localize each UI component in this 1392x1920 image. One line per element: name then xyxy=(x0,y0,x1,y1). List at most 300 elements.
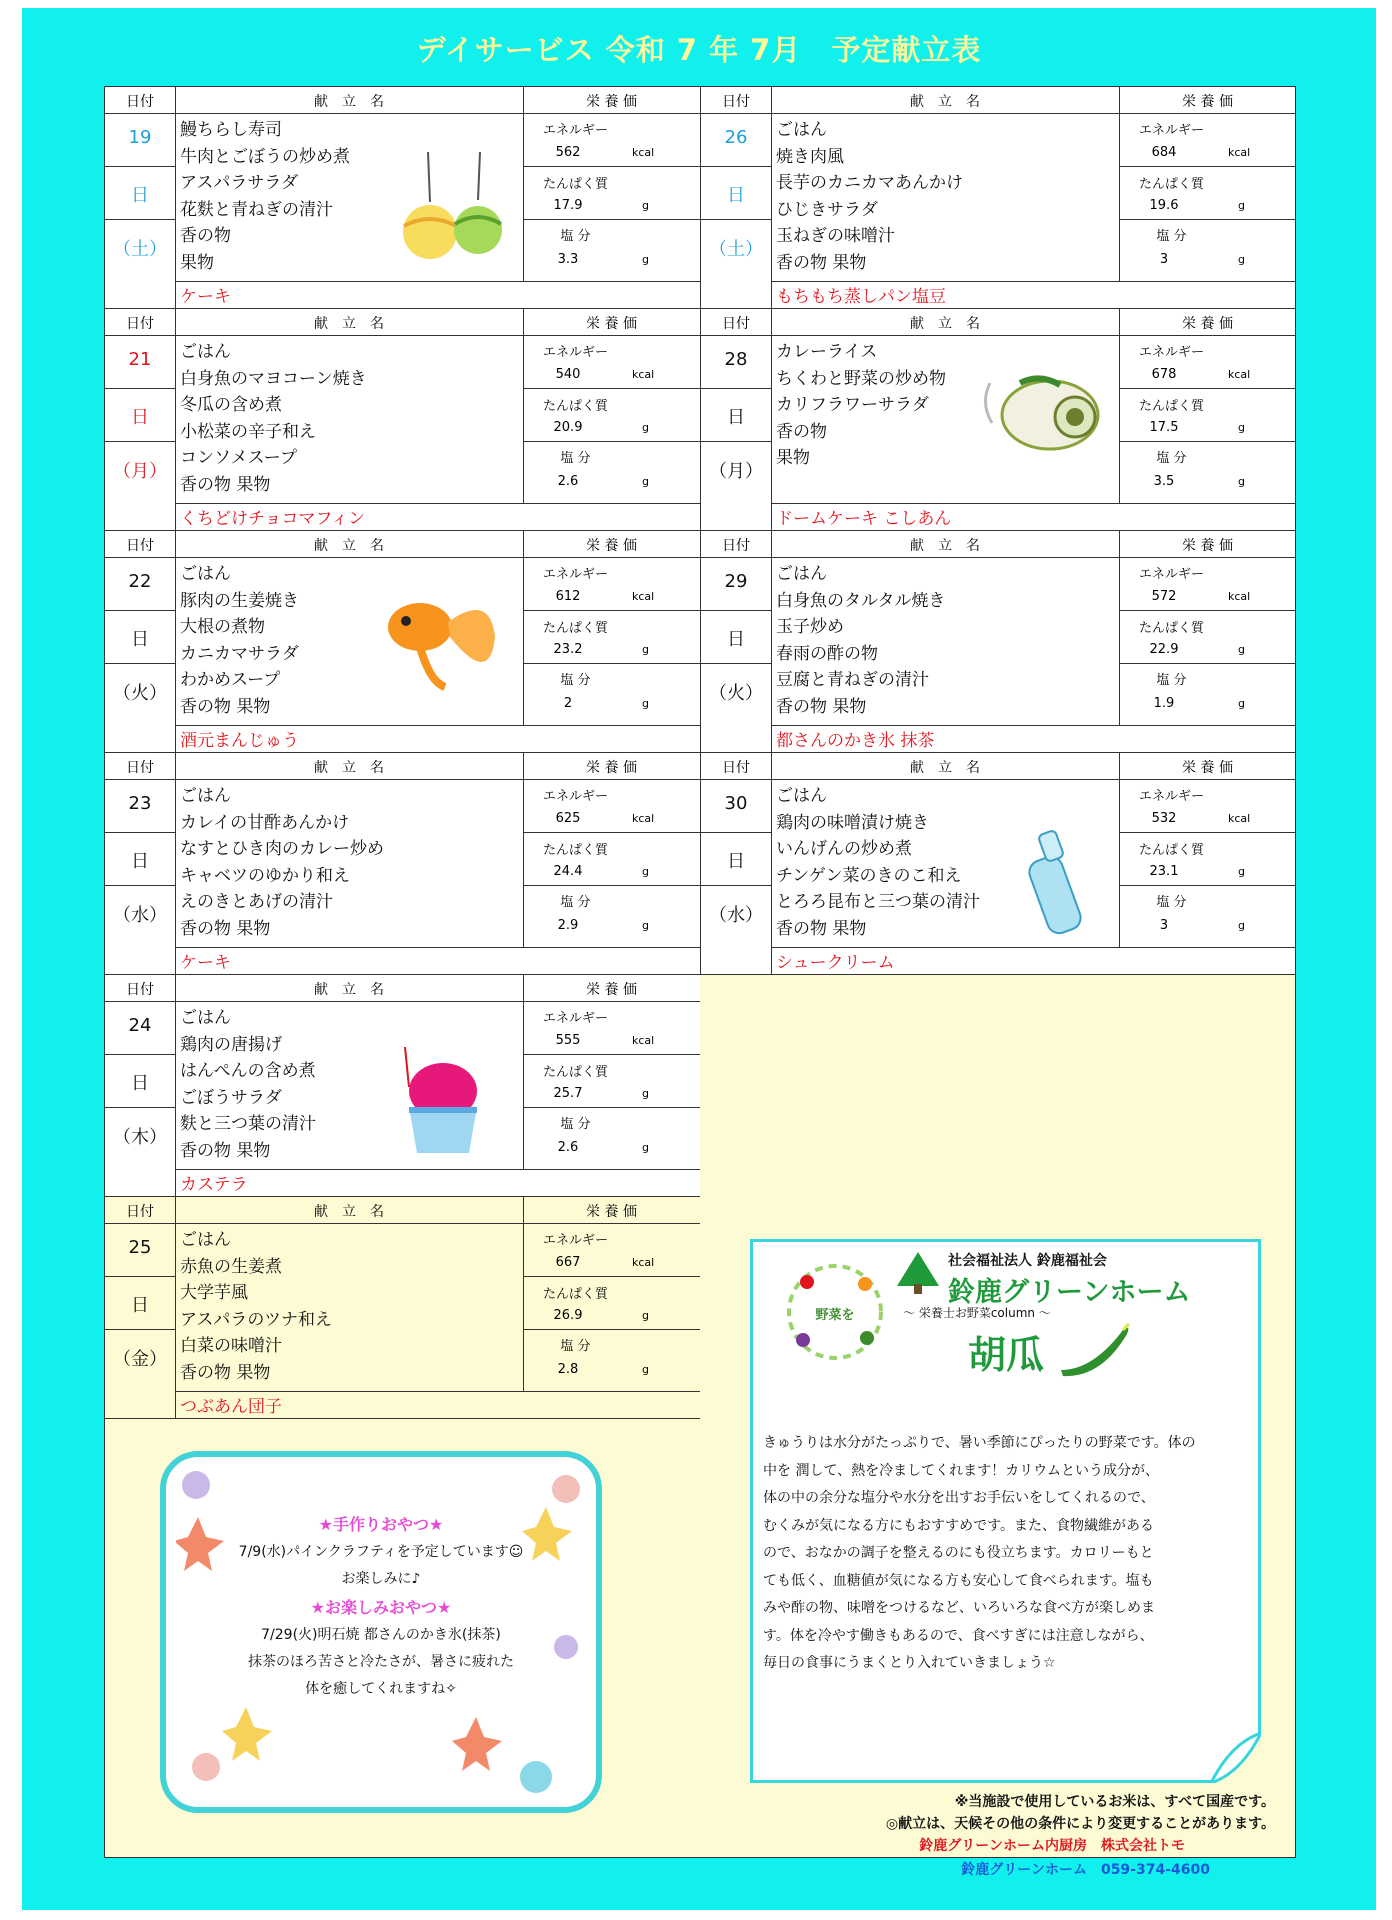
date-header: 日付 xyxy=(126,538,154,554)
energy-label: エネルギー xyxy=(542,1233,608,1248)
divider xyxy=(175,1169,700,1170)
vegetable-project-logo-icon xyxy=(785,1262,885,1362)
date-number: 19 xyxy=(128,127,152,148)
divider xyxy=(1119,388,1296,389)
page-curl-icon xyxy=(1211,1733,1261,1783)
menu-header: 献 立 名 xyxy=(314,94,384,110)
gram-unit: g xyxy=(642,421,649,434)
weekday-kanji: 日 xyxy=(131,1073,149,1094)
dish-item: 香の物 xyxy=(776,421,827,442)
divider xyxy=(105,610,175,611)
divider xyxy=(701,663,771,664)
energy-value: 667 xyxy=(555,1255,581,1270)
gram-unit: g xyxy=(1238,865,1245,878)
salt-label: 塩 分 xyxy=(1156,673,1187,688)
energy-value: 612 xyxy=(555,589,581,604)
weekday-kanji: 日 xyxy=(727,629,745,650)
day-menu-block xyxy=(700,87,1295,309)
dish-item: いんげんの炒め煮 xyxy=(776,839,912,859)
weekday-kanji: 日 xyxy=(131,1295,149,1316)
dish-item: 花麩と青ねぎの清汁 xyxy=(180,199,333,220)
column-text-line: むくみが気になる方にもおすすめです。また、食物繊維がある xyxy=(763,1517,1155,1534)
kcal-unit: kcal xyxy=(1228,368,1251,381)
dish-item: アスパラサラダ xyxy=(180,173,299,193)
dish-item: 焼き肉風 xyxy=(776,146,844,167)
divider xyxy=(523,166,700,167)
day-menu-block xyxy=(105,309,700,531)
ramune-bottle-icon xyxy=(1020,827,1090,937)
divider xyxy=(701,166,771,167)
energy-value: 562 xyxy=(555,145,581,160)
date-number: 24 xyxy=(128,1015,152,1036)
kcal-unit: kcal xyxy=(1228,590,1251,603)
divider xyxy=(105,885,175,886)
dish-item: ごはん xyxy=(180,786,231,806)
dish-item: えのきとあげの清汁 xyxy=(180,892,333,912)
date-number: 29 xyxy=(724,571,748,592)
gram-unit: g xyxy=(1238,253,1245,266)
day-menu-block xyxy=(700,531,1295,753)
weekday-kanji: 日 xyxy=(727,407,745,428)
menu-header: 献 立 名 xyxy=(910,94,980,110)
goldfish-icon xyxy=(370,587,500,697)
date-header: 日付 xyxy=(126,316,154,332)
salt-value: 2.6 xyxy=(557,1140,579,1155)
dish-item: ごはん xyxy=(180,1230,231,1250)
energy-value: 684 xyxy=(1151,145,1177,160)
salt-value: 2.6 xyxy=(557,474,579,489)
dish-item: 春雨の酢の物 xyxy=(776,643,878,664)
divider xyxy=(523,663,700,664)
energy-label: エネルギー xyxy=(542,789,608,804)
gram-unit: g xyxy=(642,865,649,878)
protein-label: たんぱく質 xyxy=(1138,843,1204,858)
weekday-label: （月） xyxy=(709,461,763,482)
kcal-unit: kcal xyxy=(1228,812,1251,825)
dessert-item: くちどけチョコマフィン xyxy=(180,509,366,529)
divider xyxy=(701,388,771,389)
divider xyxy=(523,1276,700,1277)
dish-item: 香の物 果物 xyxy=(180,1362,271,1383)
energy-label: エネルギー xyxy=(1138,345,1204,360)
gram-unit: g xyxy=(1238,697,1245,710)
date-number: 23 xyxy=(128,793,152,814)
date-header: 日付 xyxy=(722,94,750,110)
menu-header-row xyxy=(701,87,1295,114)
protein-label: たんぱく質 xyxy=(542,843,608,858)
protein-value: 26.9 xyxy=(553,1308,583,1323)
column-text-line: 体の中の余分な塩分や水分を出すお手伝いをしてくれるので、 xyxy=(763,1490,1155,1506)
dish-item: 長芋のカニカマあんかけ xyxy=(776,173,963,193)
special-snack-heading: ★お楽しみおやつ★ xyxy=(310,1598,452,1617)
dish-item: 冬瓜の含め煮 xyxy=(180,395,282,415)
gram-unit: g xyxy=(642,199,649,212)
dessert-item: シュークリーム xyxy=(776,953,895,973)
dish-item: 玉子炒め xyxy=(776,617,844,637)
menu-header: 献 立 名 xyxy=(314,1204,384,1220)
protein-label: たんぱく質 xyxy=(542,1065,608,1080)
column-subtitle: ～ 栄養士お野菜column ～ xyxy=(903,1306,1051,1320)
menu-header-row xyxy=(105,1197,700,1224)
divider xyxy=(523,832,700,833)
energy-label: エネルギー xyxy=(542,567,608,582)
menu-header: 献 立 名 xyxy=(314,760,384,776)
dish-item: カレーライス xyxy=(776,342,878,362)
dish-item: 果物 xyxy=(776,448,810,468)
divider xyxy=(523,610,700,611)
dessert-item: ケーキ xyxy=(180,953,231,973)
shaved-ice-icon xyxy=(403,1047,483,1157)
date-header: 日付 xyxy=(722,538,750,554)
dish-item: カリフラワーサラダ xyxy=(776,395,929,415)
menu-header: 献 立 名 xyxy=(910,316,980,332)
dish-item: アスパラのツナ和え xyxy=(180,1309,332,1330)
protein-value: 20.9 xyxy=(553,420,583,435)
protein-value: 17.9 xyxy=(553,198,583,213)
divider xyxy=(523,1107,700,1108)
dish-item: ひじきサラダ xyxy=(776,199,878,220)
column-text-line: 中を 潤して、熱を冷ましてくれます！カリウムという成分が、 xyxy=(763,1462,1160,1479)
salt-label: 塩 分 xyxy=(560,1339,591,1354)
divider xyxy=(175,753,176,974)
column-text-line: きゅうりは水分がたっぷりで、暑い季節にぴったりの野菜です。体の xyxy=(763,1435,1196,1451)
divider xyxy=(105,832,175,833)
dish-item: 香の物 果物 xyxy=(776,918,867,939)
empty-cell xyxy=(700,975,1295,1197)
energy-value: 678 xyxy=(1151,367,1177,382)
energy-value: 572 xyxy=(1151,589,1177,604)
dish-item: ごはん xyxy=(180,1008,231,1028)
salt-label: 塩 分 xyxy=(1156,451,1187,466)
salt-value: 2.9 xyxy=(557,918,579,933)
dish-item: チンゲン菜のきのこ和え xyxy=(776,865,962,886)
divider xyxy=(1119,610,1296,611)
protein-label: たんぱく質 xyxy=(542,621,608,636)
menu-sheet xyxy=(104,86,1296,1878)
special-snack-line: 体を癒してくれますね✧ xyxy=(305,1681,457,1697)
menu-header: 献 立 名 xyxy=(910,538,980,554)
divider xyxy=(175,281,700,282)
date-header: 日付 xyxy=(126,982,154,998)
kitchen-note: 鈴鹿グリーンホーム内厨房 株式会社トモ xyxy=(919,1838,1185,1854)
divider xyxy=(105,663,175,664)
weekday-label: （火） xyxy=(113,683,167,704)
dish-item: カニカマサラダ xyxy=(180,643,299,664)
salt-label: 塩 分 xyxy=(1156,895,1187,910)
weekday-label: （土） xyxy=(113,239,167,260)
divider xyxy=(105,1329,175,1330)
dish-item: 豆腐と青ねぎの清汁 xyxy=(776,670,929,690)
water-balloon-icon xyxy=(388,152,508,262)
dish-item: 白菜の味噌汁 xyxy=(180,1336,282,1356)
svg-text:野菜を: 野菜を xyxy=(815,1308,855,1323)
dessert-item: カステラ xyxy=(180,1175,248,1195)
divider xyxy=(105,388,175,389)
gram-unit: g xyxy=(1238,475,1245,488)
divider xyxy=(523,1329,700,1330)
nutrition-header: 栄 養 価 xyxy=(1182,316,1233,332)
gram-unit: g xyxy=(642,1087,649,1100)
nutrition-header: 栄 養 価 xyxy=(586,316,637,332)
column-text-line: みや酢の物、味噌をつけるなど、いろいろな食べ方が楽しめま xyxy=(763,1600,1155,1616)
weekday-label: （火） xyxy=(709,683,763,704)
dish-item: 麩と三つ葉の清汁 xyxy=(180,1114,316,1134)
date-header: 日付 xyxy=(126,760,154,776)
dish-item: ごはん xyxy=(776,564,827,584)
dish-item: 玉ねぎの味噌汁 xyxy=(776,226,895,246)
kcal-unit: kcal xyxy=(1228,146,1251,159)
dish-item: 豚肉の生姜焼き xyxy=(180,590,299,611)
dish-item: とろろ昆布と三つ葉の清汁 xyxy=(776,892,980,912)
date-number: 25 xyxy=(128,1237,152,1258)
kcal-unit: kcal xyxy=(632,1256,655,1269)
dish-item: 鶏肉の唐揚げ xyxy=(180,1034,282,1055)
date-header: 日付 xyxy=(126,94,154,110)
salt-value: 2.8 xyxy=(557,1362,579,1377)
divider xyxy=(701,441,771,442)
cucumber-icon xyxy=(1053,1320,1133,1380)
divider xyxy=(523,388,700,389)
change-note: ◎献立は、天候その他の条件により変更することがあります。 xyxy=(885,1816,1275,1832)
protein-label: たんぱく質 xyxy=(1138,399,1204,414)
divider xyxy=(701,219,771,220)
divider xyxy=(771,531,772,752)
dish-item: ごはん xyxy=(180,564,231,584)
column-text-line: ので、おなかの調子を整えるのにも役立ちます。カロリーもと xyxy=(763,1545,1154,1561)
dessert-item: ケーキ xyxy=(180,287,231,307)
menu-header-row xyxy=(105,753,700,780)
column-body xyxy=(763,1430,1243,1678)
weekday-label: （金） xyxy=(113,1349,167,1370)
home-name: 鈴鹿グリーンホーム xyxy=(948,1277,1191,1308)
dish-item: なすとひき肉のカレー炒め xyxy=(180,839,384,859)
gram-unit: g xyxy=(642,697,649,710)
divider xyxy=(105,219,175,220)
menu-header-row xyxy=(105,309,700,336)
dish-item: 香の物 xyxy=(180,226,231,246)
divider xyxy=(1119,219,1296,220)
weekday-kanji: 日 xyxy=(131,185,149,206)
dish-item: 大根の煮物 xyxy=(180,617,265,637)
day-menu-block xyxy=(105,1197,700,1419)
divider xyxy=(175,87,176,308)
divider xyxy=(175,947,700,948)
menu-header-row xyxy=(105,975,700,1002)
gram-unit: g xyxy=(1238,919,1245,932)
protein-label: たんぱく質 xyxy=(542,399,608,414)
date-number: 22 xyxy=(128,571,152,592)
protein-value: 23.2 xyxy=(553,642,583,657)
protein-label: たんぱく質 xyxy=(542,177,608,192)
homemade-snack-heading: ★手作りおやつ★ xyxy=(318,1515,444,1534)
divider xyxy=(523,219,700,220)
date-number: 26 xyxy=(724,127,748,148)
date-header: 日付 xyxy=(722,316,750,332)
divider xyxy=(701,610,771,611)
vegetable-column-card xyxy=(750,1239,1261,1783)
kcal-unit: kcal xyxy=(632,1034,655,1047)
weekday-kanji: 日 xyxy=(131,407,149,428)
divider xyxy=(105,1107,175,1108)
dish-item: 香の物 果物 xyxy=(180,918,271,939)
weekday-label: （木） xyxy=(113,1127,167,1148)
protein-value: 17.5 xyxy=(1149,420,1179,435)
dish-item: ごはん xyxy=(776,786,827,806)
divider xyxy=(105,1276,175,1277)
date-header: 日付 xyxy=(722,760,750,776)
protein-label: たんぱく質 xyxy=(542,1287,608,1302)
date-header: 日付 xyxy=(126,1204,154,1220)
snack-info-card xyxy=(160,1451,602,1813)
menu-header: 献 立 名 xyxy=(314,538,384,554)
gram-unit: g xyxy=(642,1141,649,1154)
protein-value: 19.6 xyxy=(1149,198,1179,213)
date-number: 30 xyxy=(724,793,748,814)
divider xyxy=(1119,663,1296,664)
weekday-label: （水） xyxy=(113,905,167,926)
protein-value: 24.4 xyxy=(553,864,583,879)
column-text-line: す。体を冷やす働きもあるので、食べすぎには注意しながら、 xyxy=(763,1627,1154,1644)
dish-item: わかめスープ xyxy=(180,670,281,690)
weekday-kanji: 日 xyxy=(727,185,745,206)
dish-item: ちくわと野菜の炒め物 xyxy=(776,368,946,389)
nutrition-header: 栄 養 価 xyxy=(1182,538,1233,554)
dessert-item: 酒元まんじゅう xyxy=(180,731,299,751)
salt-label: 塩 分 xyxy=(1156,229,1187,244)
gram-unit: g xyxy=(642,643,649,656)
dessert-item: つぶあん団子 xyxy=(180,1397,282,1417)
dessert-item: 都さんのかき氷 抹茶 xyxy=(776,731,935,751)
nutrition-header: 栄 養 価 xyxy=(586,94,637,110)
nutrition-header: 栄 養 価 xyxy=(1182,94,1233,110)
date-number: 21 xyxy=(128,349,152,370)
nutrition-header: 栄 養 価 xyxy=(1182,760,1233,776)
dish-item: ごはん xyxy=(776,120,827,140)
column-text-line: ても低く、血糖値が気になる方も安心して食べられます。塩も xyxy=(763,1572,1154,1589)
homemade-snack-line: お楽しみに♪ xyxy=(341,1571,421,1587)
dish-item: 香の物 果物 xyxy=(180,696,271,717)
gram-unit: g xyxy=(1238,643,1245,656)
dish-item: 香の物 果物 xyxy=(776,696,867,717)
dessert-item: ドームケーキ こしあん xyxy=(776,509,952,529)
dish-item: 鶏肉の味噌漬け焼き xyxy=(776,812,929,833)
weekday-kanji: 日 xyxy=(727,851,745,872)
kcal-unit: kcal xyxy=(632,146,655,159)
menu-header-row xyxy=(701,531,1295,558)
divider xyxy=(1119,832,1296,833)
salt-value: 3.3 xyxy=(557,252,579,267)
dish-item: カレイの甘酢あんかけ xyxy=(180,812,350,833)
menu-header: 献 立 名 xyxy=(910,760,980,776)
gram-unit: g xyxy=(642,253,649,266)
divider xyxy=(175,1197,176,1418)
salt-value: 3 xyxy=(1159,918,1169,933)
tree-logo-icon xyxy=(895,1250,941,1296)
nutrition-header: 栄 養 価 xyxy=(586,982,637,998)
energy-label: エネルギー xyxy=(542,1011,608,1026)
rice-note: ※当施設で使用しているお米は、すべて国産です。 xyxy=(954,1794,1275,1810)
gram-unit: g xyxy=(1238,199,1245,212)
divider xyxy=(175,975,176,1196)
dessert-item: もちもち蒸しパン塩豆 xyxy=(776,287,946,307)
divider xyxy=(771,87,772,308)
salt-value: 3.5 xyxy=(1153,474,1175,489)
salt-label: 塩 分 xyxy=(560,1117,591,1132)
contact-note: 鈴鹿グリーンホーム 059-374-4600 xyxy=(961,1862,1210,1878)
salt-label: 塩 分 xyxy=(560,451,591,466)
dish-item: キャベツのゆかり和え xyxy=(180,865,350,886)
kcal-unit: kcal xyxy=(632,812,655,825)
dish-item: 香の物 果物 xyxy=(180,1140,271,1161)
dish-item: 小松菜の辛子和え xyxy=(180,421,316,442)
salt-value: 2 xyxy=(563,696,573,711)
energy-label: エネルギー xyxy=(1138,123,1204,138)
divider xyxy=(175,531,176,752)
weekday-kanji: 日 xyxy=(131,851,149,872)
energy-label: エネルギー xyxy=(1138,789,1204,804)
divider xyxy=(105,1054,175,1055)
protein-value: 25.7 xyxy=(553,1086,583,1101)
special-snack-line: 7/29(火)明石焼 都さんのかき氷(抹茶) xyxy=(261,1627,501,1643)
divider xyxy=(771,309,772,530)
column-text-line: 毎日の食事にうまくとり入れていきましょう☆ xyxy=(763,1655,1056,1671)
dish-item: 白身魚のマヨコーン焼き xyxy=(180,368,367,389)
protein-value: 22.9 xyxy=(1149,642,1179,657)
divider xyxy=(701,885,771,886)
dish-item: コンソメスープ xyxy=(180,448,297,468)
kcal-unit: kcal xyxy=(632,368,655,381)
dish-item: ごぼうサラダ xyxy=(180,1087,282,1108)
divider xyxy=(771,753,772,974)
divider xyxy=(701,832,771,833)
dish-item: 果物 xyxy=(180,252,214,273)
gram-unit: g xyxy=(642,475,649,488)
dish-item: 牛肉とごぼうの炒め煮 xyxy=(180,146,350,167)
divider xyxy=(1119,166,1296,167)
kcal-unit: kcal xyxy=(632,590,655,603)
nutrition-header: 栄 養 価 xyxy=(586,538,637,554)
salt-label: 塩 分 xyxy=(560,895,591,910)
menu-header-row xyxy=(105,87,700,114)
gram-unit: g xyxy=(1238,421,1245,434)
energy-label: エネルギー xyxy=(542,123,608,138)
divider xyxy=(1119,885,1296,886)
homemade-snack-line: 7/9(水)パインクラフティを予定しています☺ xyxy=(238,1544,524,1560)
salt-label: 塩 分 xyxy=(560,229,591,244)
menu-header-row xyxy=(105,531,700,558)
mosquito-coil-pig-icon xyxy=(980,363,1120,463)
dish-item: はんぺんの含め煮 xyxy=(180,1061,316,1081)
nutrition-header: 栄 養 価 xyxy=(586,760,637,776)
menu-header-row xyxy=(701,309,1295,336)
weekday-label: （月） xyxy=(113,461,167,482)
salt-label: 塩 分 xyxy=(560,673,591,688)
divider xyxy=(105,166,175,167)
gram-unit: g xyxy=(642,1363,649,1376)
gram-unit: g xyxy=(642,1309,649,1322)
gram-unit: g xyxy=(642,919,649,932)
dish-item: 鰻ちらし寿司 xyxy=(180,120,282,140)
day-menu-block xyxy=(105,753,700,975)
energy-label: エネルギー xyxy=(1138,567,1204,582)
divider xyxy=(523,1054,700,1055)
date-number: 28 xyxy=(724,349,748,370)
divider xyxy=(175,309,176,530)
dish-item: 大学芋風 xyxy=(180,1283,248,1303)
salt-value: 1.9 xyxy=(1153,696,1175,711)
salt-value: 3 xyxy=(1159,252,1169,267)
day-menu-block xyxy=(700,753,1295,975)
